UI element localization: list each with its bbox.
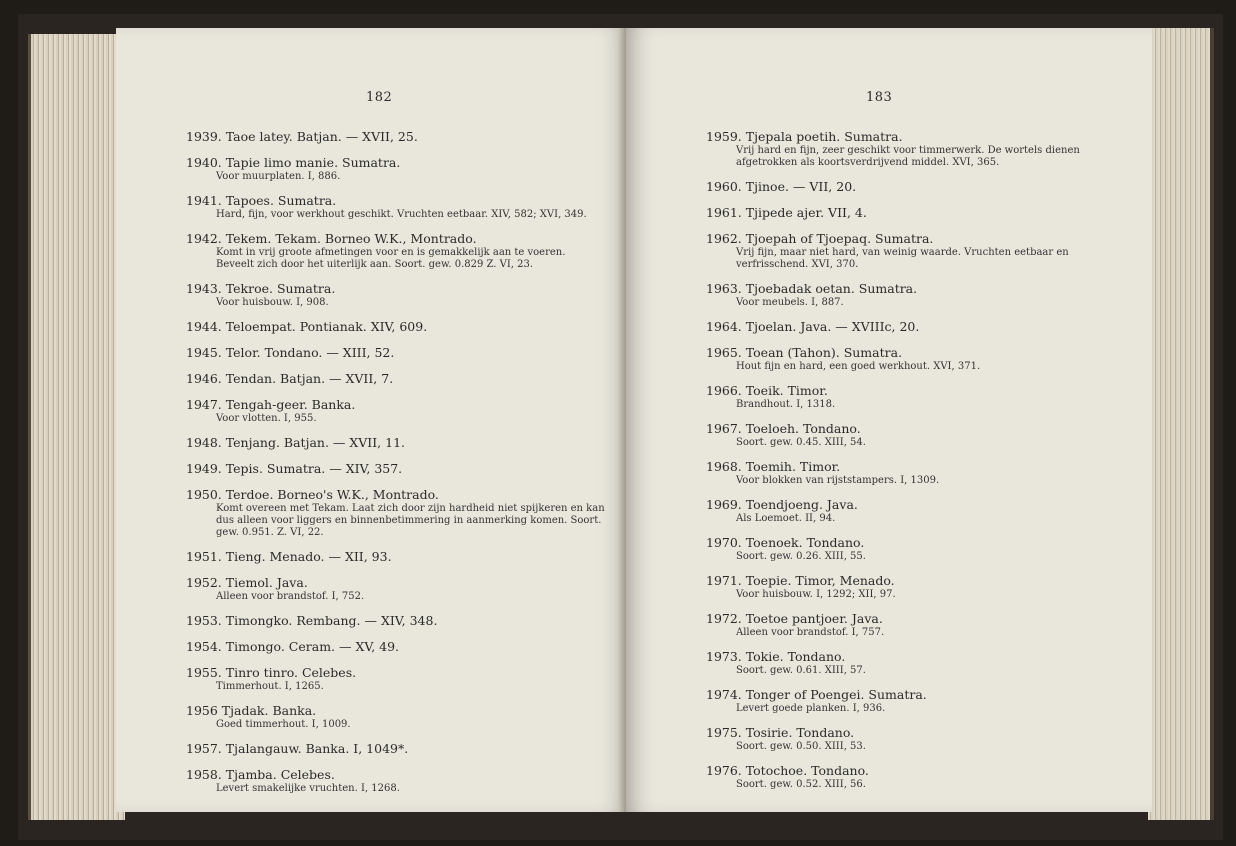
entry-heading <box>186 638 606 655</box>
entry-title: Teloempat. Pontianak. XIV, 609. <box>225 319 428 334</box>
entry-list <box>186 128 606 804</box>
entry <box>706 128 1131 169</box>
entry-title: Tjepala poetih. Sumatra. <box>745 129 903 144</box>
entry-number: 1952. <box>186 575 222 590</box>
entry-number: 1973. <box>706 649 742 664</box>
entry-title: Totochoe. Tondano. <box>745 763 869 778</box>
entry-number: 1974. <box>706 687 742 702</box>
entry <box>186 396 606 425</box>
entry-number: 1965. <box>706 345 742 360</box>
entry-description: Voor huisbouw. I, 1292; XII, 97. <box>736 589 896 600</box>
entry-number: 1975. <box>706 725 742 740</box>
entry-description: Als Loemoet. II, 94. <box>736 513 836 524</box>
entry-number: 1950. <box>186 487 222 502</box>
entry-number: 1957. <box>186 741 222 756</box>
entry <box>706 204 1131 221</box>
entry-description: Voor huisbouw. I, 908. <box>216 297 329 308</box>
entry-description: Voor meubels. I, 887. <box>736 297 844 308</box>
entry-number: 1944. <box>186 319 222 334</box>
entry-heading <box>186 192 606 209</box>
entry <box>186 128 606 145</box>
left-page <box>116 28 628 812</box>
entry <box>186 766 606 795</box>
entry-title: Toemih. Timor. <box>745 459 841 474</box>
entry-title: Tapie limo manie. Sumatra. <box>225 155 401 170</box>
entry-description: Vrij hard en fijn, zeer geschikt voor timmerwerk. De wortels dienen afgetrokken als koortsverdrijvend middel. XVI, 365. <box>736 145 1080 168</box>
entry-heading <box>186 230 606 247</box>
entry <box>706 648 1131 677</box>
entry <box>706 420 1131 449</box>
entry-number: 1945. <box>186 345 222 360</box>
entry-title: Tiemol. Java. <box>225 575 308 590</box>
entry-heading <box>186 434 606 451</box>
entry <box>706 280 1131 309</box>
entry-description: Goed timmerhout. I, 1009. <box>216 719 351 730</box>
entry-heading <box>706 318 1131 335</box>
entry <box>706 572 1131 601</box>
entry <box>706 496 1131 525</box>
entry-title: Telor. Tondano. — XIII, 52. <box>225 345 395 360</box>
entry-number: 1956 <box>186 703 218 718</box>
page-edges-right <box>1148 28 1214 820</box>
entry-description: Soort. gew. 0.45. XIII, 54. <box>736 437 866 448</box>
entry-title: Tapoes. Sumatra. <box>225 193 337 208</box>
entry <box>706 762 1131 791</box>
entry-heading <box>706 420 1131 437</box>
entry-number: 1953. <box>186 613 222 628</box>
entry-title: Tjamba. Celebes. <box>225 767 335 782</box>
entry <box>706 534 1131 563</box>
entry-number: 1943. <box>186 281 222 296</box>
entry-heading <box>186 548 606 565</box>
entry-description: Levert smakelijke vruchten. I, 1268. <box>216 783 400 794</box>
entry-number: 1951. <box>186 549 222 564</box>
entry-number: 1942. <box>186 231 222 246</box>
entry-description: Hard, fijn, voor werkhout geschikt. Vruchten eetbaar. XIV, 582; XVI, 349. <box>216 209 587 220</box>
entry-number: 1941. <box>186 193 222 208</box>
entry-heading <box>186 574 606 591</box>
entry-title: Tenjang. Batjan. — XVII, 11. <box>225 435 406 450</box>
entry-title: Tjipede ajer. VII, 4. <box>745 205 867 220</box>
entry <box>186 318 606 335</box>
entry-title: Toenoek. Tondano. <box>745 535 865 550</box>
entry-heading <box>706 496 1131 513</box>
entry-description: Alleen voor brandstof. I, 752. <box>216 591 365 602</box>
entry <box>186 280 606 309</box>
entry-title: Tepis. Sumatra. — XIV, 357. <box>225 461 403 476</box>
entry-number: 1959. <box>706 129 742 144</box>
entry-title: Tjinoe. — VII, 20. <box>745 179 857 194</box>
entry-description: Komt overeen met Tekam. Laat zich door zijn hardheid niet spijkeren en kan dus alleen voor liggers en binnenbetimmering in aanmerking komen. Soort. gew. 0.951. Z. VI, 22. <box>216 503 605 538</box>
entry-number: 1972. <box>706 611 742 626</box>
entry <box>186 638 606 655</box>
entry-description: Vrij fijn, maar niet hard, van weinig waarde. Vruchten eetbaar en verfrisschend. XVI, 370. <box>736 247 1069 270</box>
entry-heading <box>186 766 606 783</box>
entry-title: Tekroe. Sumatra. <box>225 281 336 296</box>
entry-number: 1946. <box>186 371 222 386</box>
entry-number: 1964. <box>706 319 742 334</box>
entry-heading <box>186 702 606 719</box>
entry-title: Tjoepah of Tjoepaq. Sumatra. <box>745 231 934 246</box>
entry-title: Tokie. Tondano. <box>745 649 846 664</box>
entry-description: Voor blokken van rijststampers. I, 1309. <box>736 475 940 486</box>
entry <box>706 382 1131 411</box>
entry <box>186 230 606 271</box>
entry-description: Komt in vrij groote afmetingen voor en is gemakkelijk aan te voeren. Beveelt zich door het uiterlijk aan. Soort. gew. 0.829 Z. VI, 23. <box>216 247 566 270</box>
entry-number: 1976. <box>706 763 742 778</box>
entry-heading <box>186 280 606 297</box>
entry <box>706 458 1131 487</box>
entry-description: Soort. gew. 0.26. XIII, 55. <box>736 551 866 562</box>
entry-title: Tjoelan. Java. — XVIIIc, 20. <box>745 319 920 334</box>
entry-description: Alleen voor brandstof. I, 757. <box>736 627 885 638</box>
entry <box>706 318 1131 335</box>
page-number: 183 <box>866 90 893 105</box>
entry-description: Soort. gew. 0.61. XIII, 57. <box>736 665 866 676</box>
entry-title: Toendjoeng. Java. <box>745 497 858 512</box>
entry-title: Timongko. Rembang. — XIV, 348. <box>225 613 438 628</box>
entry <box>186 574 606 603</box>
entry-heading <box>706 686 1131 703</box>
entry <box>186 370 606 387</box>
entry-number: 1947. <box>186 397 222 412</box>
entry-heading <box>706 382 1131 399</box>
entry <box>706 230 1131 271</box>
entry-title: Tekem. Tekam. Borneo W.K., Montrado. <box>225 231 477 246</box>
entry-description: Voor muurplaten. I, 886. <box>216 171 341 182</box>
entry-title: Tjoebadak oetan. Sumatra. <box>745 281 918 296</box>
page-number: 182 <box>366 90 393 105</box>
entry-title: Terdoe. Borneo's W.K., Montrado. <box>225 487 439 502</box>
entry-description: Hout fijn en hard, een goed werkhout. XVI, 371. <box>736 361 981 372</box>
entry-heading <box>186 318 606 335</box>
entry-heading <box>186 154 606 171</box>
entry-number: 1961. <box>706 205 742 220</box>
entry-title: Tjadak. Banka. <box>221 703 317 718</box>
entry-description: Brandhout. I, 1318. <box>736 399 836 410</box>
entry-number: 1971. <box>706 573 742 588</box>
entry-title: Tosirie. Tondano. <box>745 725 855 740</box>
entry-title: Toetoe pantjoer. Java. <box>745 611 883 626</box>
entry-heading <box>186 460 606 477</box>
entry-description: Soort. gew. 0.50. XIII, 53. <box>736 741 866 752</box>
entry <box>706 610 1131 639</box>
entry <box>186 486 606 539</box>
entry-title: Toepie. Timor, Menado. <box>745 573 895 588</box>
right-page <box>626 28 1152 812</box>
entry-heading <box>706 344 1131 361</box>
entry <box>706 686 1131 715</box>
entry <box>706 178 1131 195</box>
entry-description: Voor vlotten. I, 955. <box>216 413 317 424</box>
entry-title: Tendan. Batjan. — XVII, 7. <box>225 371 394 386</box>
entry-number: 1954. <box>186 639 222 654</box>
entry-title: Timongo. Ceram. — XV, 49. <box>225 639 400 654</box>
entry-title: Tjalangauw. Banka. I, 1049*. <box>225 741 409 756</box>
entry-number: 1966. <box>706 383 742 398</box>
entry-heading <box>186 612 606 629</box>
entry <box>186 664 606 693</box>
entry-number: 1939. <box>186 129 222 144</box>
entry-heading <box>706 458 1131 475</box>
entry-title: Tinro tinro. Celebes. <box>225 665 357 680</box>
entry-number: 1948. <box>186 435 222 450</box>
entry-heading <box>706 724 1131 741</box>
entry-number: 1967. <box>706 421 742 436</box>
entry-number: 1955. <box>186 665 222 680</box>
entry-title: Tengah-geer. Banka. <box>225 397 356 412</box>
entry-number: 1963. <box>706 281 742 296</box>
entry <box>186 192 606 221</box>
entry-heading <box>186 370 606 387</box>
entry-heading <box>706 128 1131 145</box>
entry-description: Soort. gew. 0.52. XIII, 56. <box>736 779 866 790</box>
entry <box>186 612 606 629</box>
entry-heading <box>186 664 606 681</box>
entry <box>186 154 606 183</box>
entry-heading <box>706 648 1131 665</box>
entry-number: 1958. <box>186 767 222 782</box>
entry-number: 1949. <box>186 461 222 476</box>
entry-heading <box>706 534 1131 551</box>
entry <box>186 702 606 731</box>
entry-description: Timmerhout. I, 1265. <box>216 681 324 692</box>
entry-title: Tonger of Poengei. Sumatra. <box>745 687 927 702</box>
entry-heading <box>186 740 606 757</box>
entry-title: Toean (Tahon). Sumatra. <box>745 345 903 360</box>
entry <box>186 460 606 477</box>
entry-heading <box>186 486 606 503</box>
entry-title: Taoe latey. Batjan. — XVII, 25. <box>225 129 418 144</box>
entry-heading <box>186 128 606 145</box>
entry-heading <box>186 396 606 413</box>
entry <box>186 740 606 757</box>
entry-heading <box>706 572 1131 589</box>
entry-number: 1968. <box>706 459 742 474</box>
entry <box>706 344 1131 373</box>
entry-description: Levert goede planken. I, 936. <box>736 703 886 714</box>
entry <box>186 548 606 565</box>
entry-heading <box>706 762 1131 779</box>
entry-heading <box>186 344 606 361</box>
entry-number: 1940. <box>186 155 222 170</box>
entry-heading <box>706 204 1131 221</box>
entry-heading <box>706 230 1131 247</box>
entry <box>706 724 1131 753</box>
entry-number: 1962. <box>706 231 742 246</box>
entry-title: Toeik. Timor. <box>745 383 828 398</box>
entry-number: 1969. <box>706 497 742 512</box>
entry-heading <box>706 610 1131 627</box>
entry-heading <box>706 280 1131 297</box>
entry <box>186 344 606 361</box>
entry-heading <box>706 178 1131 195</box>
entry-number: 1970. <box>706 535 742 550</box>
entry-title: Tieng. Menado. — XII, 93. <box>225 549 392 564</box>
page-edges-left <box>28 34 125 820</box>
entry <box>186 434 606 451</box>
entry-number: 1960. <box>706 179 742 194</box>
entry-list <box>706 128 1131 800</box>
entry-title: Toeloeh. Tondano. <box>745 421 861 436</box>
